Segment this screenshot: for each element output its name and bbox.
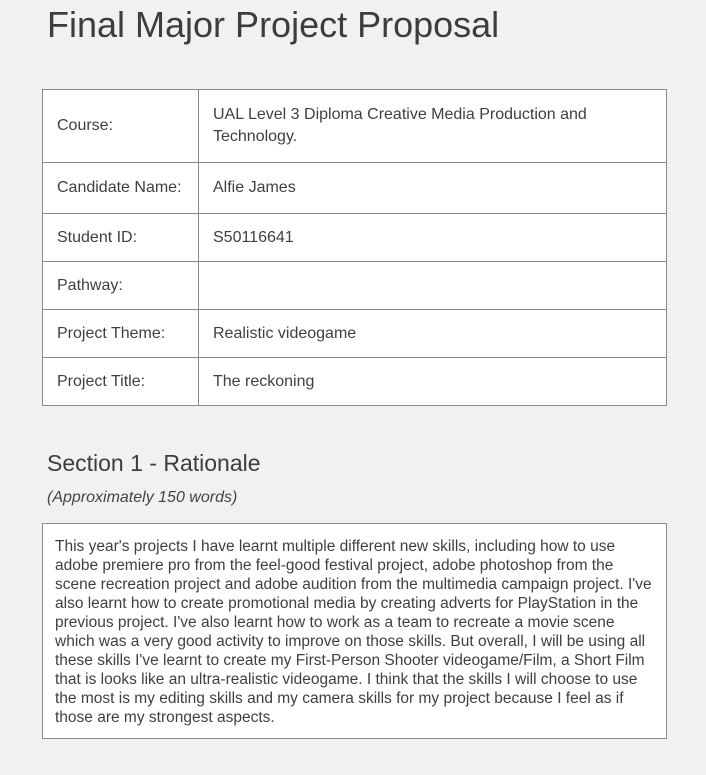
- course-label: Course:: [43, 90, 199, 163]
- project-theme-label: Project Theme:: [43, 310, 199, 358]
- rationale-text-box: [42, 523, 667, 739]
- table-row-project-theme: [43, 310, 667, 358]
- page-title: Final Major Project Proposal: [47, 4, 500, 45]
- student-id-value: S50116641: [199, 214, 667, 262]
- section-heading: Section 1 - Rationale: [47, 450, 261, 476]
- pathway-label: Pathway:: [43, 262, 199, 310]
- proposal-info-table: [42, 89, 667, 406]
- candidate-name-value: Alfie James: [199, 163, 667, 214]
- table-row-pathway: [43, 262, 667, 310]
- candidate-name-label: Candidate Name:: [43, 163, 199, 214]
- table-row-student-id: [43, 214, 667, 262]
- rationale-text: This year's projects I have learnt multiple different new skills, including how to use adobe premiere pro from the feel-good festival project, adobe photoshop from the scene recreation project and adobe audition from the multimedia campaign project. I've also learnt how to create promotional media by creating adverts for PlayStation in the previous project. I've also learnt how to work as a team to recreate a movie scene which was a very good activity to improve on those skills. But overall, I will be using all these skills I've learnt to create my First-Person Shooter videogame/Film, a Short Film that is looks like an ultra-realistic videogame. I think that the skills I will choose to use the most is my editing skills and my camera skills for my project because I feel as if those are my strongest aspects.: [55, 538, 652, 726]
- table-row-project-title: [43, 358, 667, 406]
- course-value: UAL Level 3 Diploma Creative Media Production and Technology.: [199, 90, 667, 163]
- project-title-value: The reckoning: [199, 358, 667, 406]
- project-title-label: Project Title:: [43, 358, 199, 406]
- project-theme-value: Realistic videogame: [199, 310, 667, 358]
- student-id-label: Student ID:: [43, 214, 199, 262]
- pathway-value: [199, 262, 667, 310]
- table-row-course: [43, 90, 667, 163]
- word-count-note: (Approximately 150 words): [47, 489, 238, 506]
- table-row-candidate-name: [43, 163, 667, 214]
